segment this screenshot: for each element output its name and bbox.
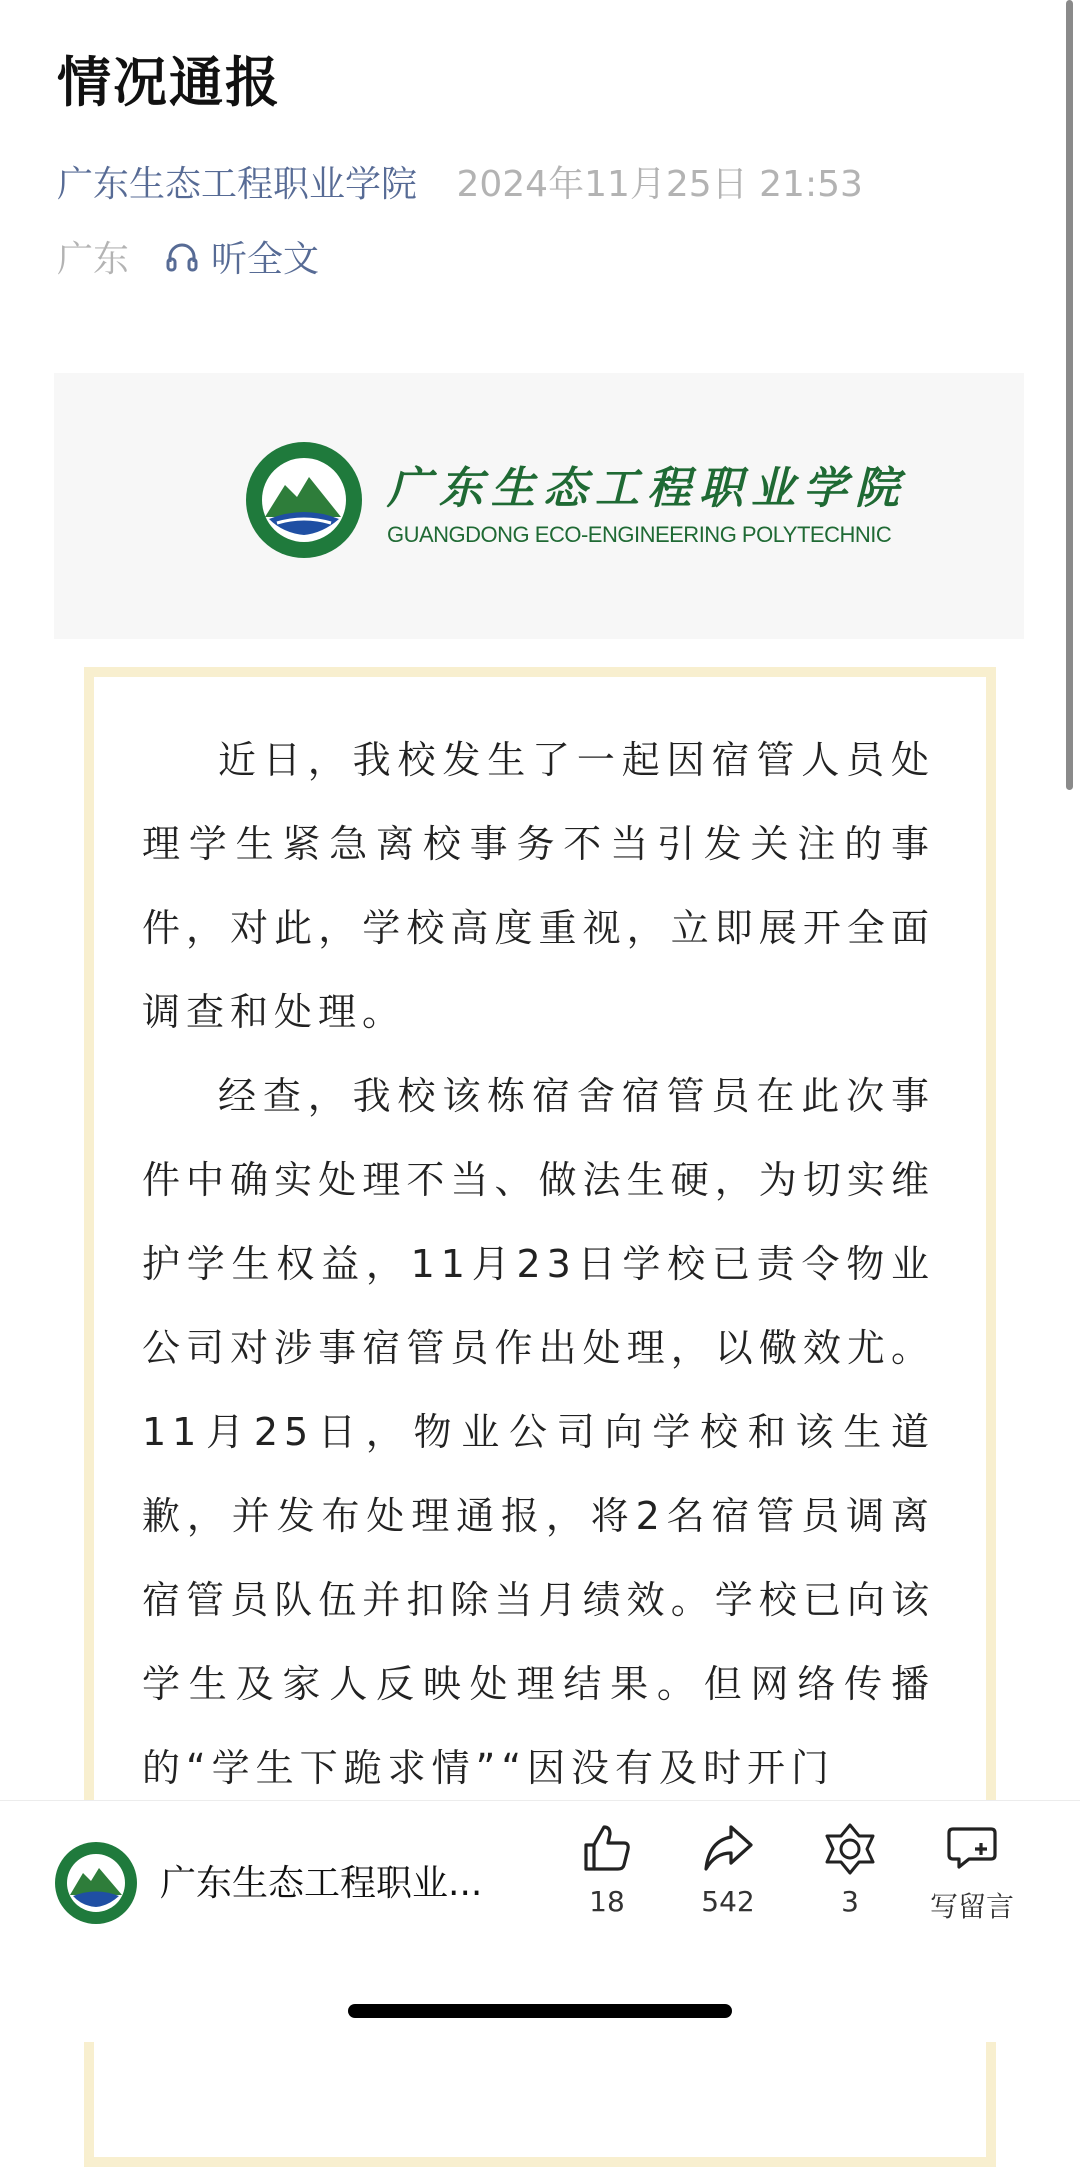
account-name-link[interactable]: 广东生态工程职业学院 — [57, 164, 418, 205]
like-count: 18 — [589, 1885, 625, 1918]
ip-region: 广东 — [57, 239, 130, 280]
write-comment-label: 写留言 — [929, 1890, 1014, 1923]
school-name-cn: 广东生态工程职业学院 — [387, 463, 907, 514]
publish-time: 2024年11月25日 21:53 — [456, 164, 863, 205]
school-banner — [54, 373, 1024, 639]
scrollbar[interactable] — [1066, 0, 1073, 790]
school-logo-lockup — [243, 439, 907, 561]
write-comment-button[interactable] — [912, 1821, 1032, 1925]
home-indicator[interactable] — [348, 2004, 732, 2018]
school-emblem-icon — [243, 439, 365, 561]
bottom-account-name[interactable]: 广东生态工程职业... — [160, 1863, 483, 1904]
comment-icon — [945, 1821, 999, 1875]
like-icon — [580, 1821, 634, 1875]
article-meta — [57, 156, 863, 207]
listen-button[interactable] — [165, 231, 319, 282]
account-avatar[interactable] — [54, 1841, 138, 1925]
share-count: 542 — [701, 1885, 755, 1918]
article-body — [142, 718, 935, 1810]
wow-button[interactable] — [790, 1821, 910, 1918]
share-button[interactable] — [668, 1821, 788, 1918]
article-paragraph: 近日，我校发生了一起因宿管人员处理学生紧急离校事务不当引发关注的事件，对此，学校高度重视，立即展开全面调查和处理。 — [142, 738, 935, 1034]
article-paragraph: 经查，我校该栋宿舍宿管员在此次事件中确实处理不当、做法生硬，为切实维护学生权益，11月23日学校已责令物业公司对涉事宿管员作出处理，以儆效尤。11月25日，物业公司向学校和该生道歉，并发布处理通报，将2名宿管员调离宿管员队伍并扣除当月绩效。学校已向该学生及家人反映处理结果。但网络传播的“学生下跪求情”“因没有及时开门 — [142, 1074, 935, 1790]
share-icon — [701, 1821, 755, 1875]
wow-count: 3 — [841, 1885, 859, 1918]
wow-icon — [823, 1821, 877, 1875]
article-meta-secondary — [57, 231, 319, 282]
headphone-icon — [165, 240, 199, 274]
like-button[interactable] — [547, 1821, 667, 1918]
listen-label: 听全文 — [211, 239, 320, 280]
article-title: 情况通报 — [57, 51, 281, 114]
school-name-en: GUANGDONG ECO-ENGINEERING POLYTECHNIC — [387, 522, 892, 547]
